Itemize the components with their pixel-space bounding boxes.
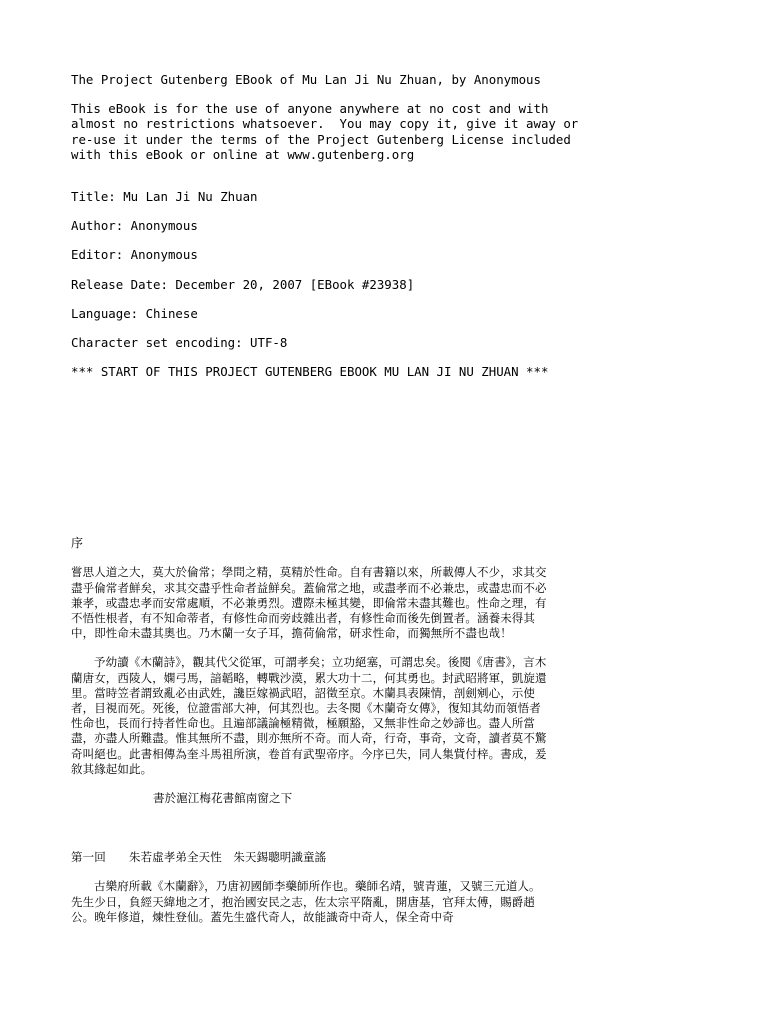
license-notice [71,101,711,162]
document-page [71,72,711,925]
meta-title: Title: Mu Lan Ji Nu Zhuan [71,189,258,205]
start-marker: *** START OF THIS PROJECT GUTENBERG EBOOK MU LAN JI NU ZHUAN *** [71,364,549,380]
spacer [71,806,711,850]
spacer [71,176,711,189]
ebook-title-line: The Project Gutenberg EBook of Mu Lan Ji Nu Zhuan, by Anonymous [71,72,541,87]
preface-heading: 序 [71,536,84,551]
spacer [71,551,711,565]
spacer [71,379,711,534]
meta-language: Language: Chinese [71,305,198,321]
spacer [71,641,711,655]
license-line: This eBook is for the use of anyone anywhere at no cost and with [71,101,549,117]
chapter-title: 第一回 朱若虛孝弟全天性 朱天錫聰明識童謠 [71,850,327,865]
chapter-paragraph-1: 古樂府所載《木蘭辭》，乃唐初國師李藥師所作也。藥師名靖，號青蓮，又號三元道人。先生少日，負經天緯地之才，抱治國安民之志，佐太宗平隋亂，開唐基，官拜太傅，賜爵趙公。晚年修道，煉性登仙。蓋先生盛代奇人，故能識奇中奇人，保全奇中奇 [71,879,541,924]
spacer [71,777,711,791]
preface-paragraph-1: 嘗思人道之大，莫大於倫常；學問之精，莫精於性命。自有書籍以來，所載傳人不少，求其交盡乎倫常者鮮矣，求其交盡乎性命者益鮮矣。蓋倫常之地，或盡孝而不必兼忠，或盡忠而不必兼孝，或盡忠孝而安常處順，不必兼勇烈。遭際未極其變，即倫常未盡其難也。性命之理，有不悟性根者，有不知命蒂者，有修性命而旁歧雜出者，有修性命而後先倒置者。涵養未得其中，即性命未盡其奧也。乃木蘭一女子耳，擔荷倫常，研求性命，而獨無所不盡也哉！ [71,565,547,641]
meta-author: Author: Anonymous [71,218,198,234]
meta-editor: Editor: Anonymous [71,247,198,263]
meta-encoding: Character set encoding: UTF-8 [71,335,288,351]
preface-paragraph-2: 予幼讀《木蘭詩》，觀其代父從軍，可謂孝矣；立功絕塞，可謂忠矣。後閱《唐書》，言木蘭唐女，西陵人，嫻弓馬，諳韜略，轉戰沙漠，累大功十二，何其勇也。封武昭將軍，凱旋還里。當時笠者謂致亂必由武姓，讒臣嫁禍武昭，詔徵至京。木蘭具表陳情，剖劍剜心，示使者，目視而死。死後，位證雷部大神，何其烈也。去冬閱《木蘭奇女傳》，復知其幼而領悟者性命也，長而行持者性命也。且遍部議論極精微，極願豁，又無非性命之妙諦也。盡人所當盡，亦盡人所難盡。惟其無所不盡，則亦無所不奇。而人奇，行奇，事奇，文奇，讀者莫不驚奇叫絕也。此書相傳為奎斗馬祖所演，卷首有武聖帝序。今序已失，同人集貲付梓。書成，爰敘其緣起如此。 [71,655,547,776]
preface-signature: 書於滬江梅花書館南窗之下 [153,791,293,806]
license-line-with-url: with this eBook or online at www.gutenberg.org [71,146,415,162]
meta-release-date: Release Date: December 20, 2007 [EBook #23938] [71,276,415,292]
license-line: almost no restrictions whatsoever. You may copy it, give it away or [71,116,579,132]
spacer [71,865,711,879]
license-line: re-use it under the terms of the Project Gutenberg License included [71,131,571,147]
